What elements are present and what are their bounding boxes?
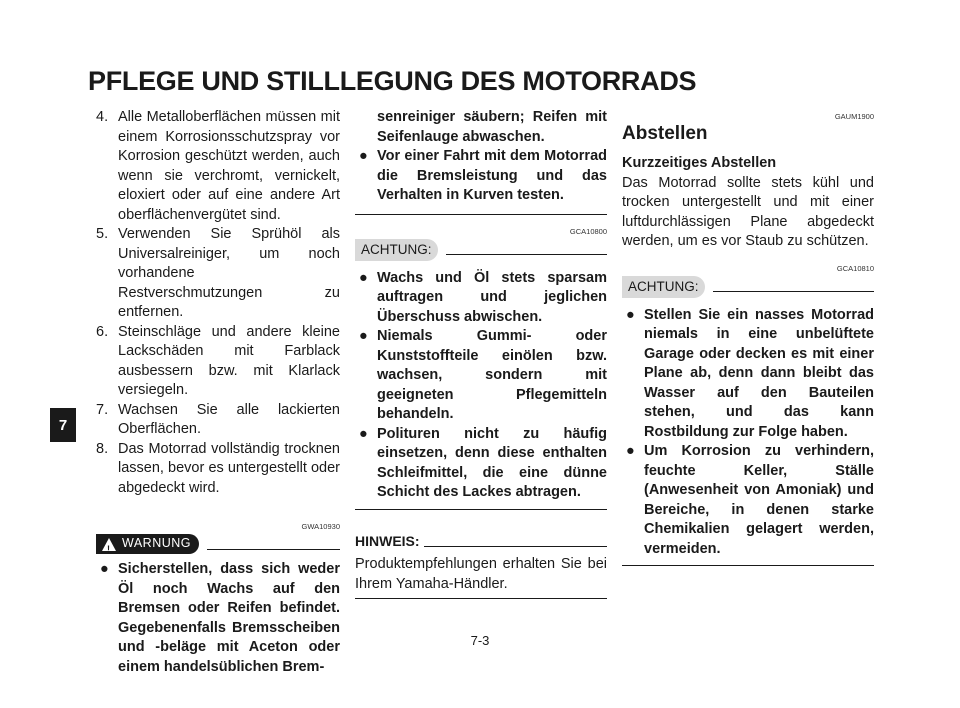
item-text: Steinschläge und andere kleine Lackschäden mit Farblack ausbessern bzw. mit Klarlack versiegeln. <box>118 323 340 398</box>
list-item <box>96 440 340 499</box>
item-text: Wachsen Sie alle lackierten Oberflächen. <box>118 401 340 437</box>
subsection-title: Kurzzeitiges Abstellen <box>622 155 777 171</box>
warning-code: GWA10930 <box>301 522 340 531</box>
bullet-text: Vor einer Fahrt mit dem Motorrad die Bremsleistung und das Verhalten in Kurven testen. <box>377 148 607 203</box>
caution-header <box>355 239 607 261</box>
divider <box>355 509 607 510</box>
caution-label: ACHTUNG: <box>622 276 705 298</box>
divider <box>446 254 608 255</box>
caution-code: GCA10810 <box>836 263 874 273</box>
bullet-text: Um Korrosion zu verhindern, feuchte Keller, Ställe (Anwesenheit von Amoniak) und Bereiche, in denen starke Chemikalien gelagert werden, vermeiden. <box>644 443 874 557</box>
bullet-icon: ● <box>359 148 368 164</box>
list-item <box>622 306 874 443</box>
divider <box>207 549 340 550</box>
page-title: PFLEGE UND STILLLEGUNG DES MOTORRADS <box>88 66 697 96</box>
item-text: Das Motorrad vollständig trocknen lassen, bevor es untergestellt oder abgedeckt wird. <box>118 440 340 496</box>
bullet-icon: ● <box>359 425 368 442</box>
warning-list <box>96 560 340 677</box>
list-item <box>96 560 340 677</box>
bullet-icon: ● <box>359 328 368 344</box>
bullet-text: Niemals Gummi- oder Kunststoffteile einölen bzw. wachsen, sondern mit geeigneten Pflegemitteln behandeln. <box>377 328 607 422</box>
list-item <box>96 323 340 401</box>
note-text: Produktempfehlungen erhalten Sie bei Ihrem Yamaha-Händler. <box>355 556 607 592</box>
body-text: Das Motorrad sollte stets kühl und trocken untergestellt und mit einer luftdurchlässigen Plane abgedeckt werden, um es vor Staub zu schützen. <box>622 174 874 249</box>
item-number: 5. <box>96 226 109 242</box>
section-code: GAUM1900 <box>834 112 874 121</box>
warning-badge <box>96 534 199 554</box>
divider <box>355 214 607 215</box>
list-item <box>622 442 874 559</box>
divider <box>424 546 607 547</box>
bullet-text: Wachs und Öl stets sparsam auftragen und jeglichen Überschuss abwischen. <box>377 269 607 325</box>
chapter-tab: 7 <box>50 408 76 442</box>
warning-triangle-icon: ! <box>102 538 116 551</box>
list-item <box>355 327 607 425</box>
bullet-icon: ● <box>626 306 635 323</box>
bullet-text: Sicherstellen, dass sich weder Öl noch Wachs auf den Bremsen oder Reifen befindet. Gegebenenfalls Bremsscheiben und -beläge mit Aceton oder einem handelsüblichen Brem- <box>118 561 340 675</box>
item-number: 7. <box>96 401 109 418</box>
bullet-text: senreiniger säubern; Reifen mit Seifenlauge abwaschen. <box>377 109 607 145</box>
column-2 <box>355 108 607 599</box>
divider <box>355 598 607 599</box>
list-item <box>355 108 607 147</box>
list-item <box>96 401 340 440</box>
note-label: HINWEIS: <box>355 532 420 549</box>
list-item <box>355 425 607 503</box>
list-item <box>355 269 607 328</box>
bullet-icon: ● <box>100 561 109 577</box>
divider <box>622 565 874 566</box>
bullet-text: Polituren nicht zu häufig einsetzen, denn diese enthalten Schleifmittel, die eine dünne Schicht des Lackes abtragen. <box>377 425 607 500</box>
bullet-icon: ● <box>626 443 635 459</box>
column-3 <box>622 108 874 566</box>
bullet-text: Stellen Sie ein nasses Motorrad niemals in eine unbelüftete Garage oder decken es mit einer Plane ab, denn dann bleibt das Wasser auf den Bauteilen stehen, und das kann Rostbildung zur Folge haben. <box>644 306 874 440</box>
list-item <box>96 108 340 225</box>
item-text: Verwenden Sie Sprühöl als Universalreiniger, um noch vorhandene Restverschmutzungen zu entfernen. <box>118 226 340 320</box>
item-number: 8. <box>96 440 109 457</box>
caution-list <box>622 306 874 560</box>
item-number: 4. <box>96 109 109 125</box>
caution-header <box>622 276 874 298</box>
caution-label: ACHTUNG: <box>355 239 438 261</box>
list-item <box>96 225 340 323</box>
warning-list-continued <box>355 108 607 206</box>
note-header <box>355 532 607 552</box>
divider <box>713 291 875 292</box>
caution-list <box>355 269 607 503</box>
column-1 <box>96 108 340 677</box>
item-number: 6. <box>96 323 109 340</box>
warning-label: WARNUNG <box>122 536 192 551</box>
item-text: Alle Metalloberflächen müssen mit einem Korrosionsschutzspray vor Korrosion geschützt werden, auch wenn sie verchromt, vernickelt, eloxiert oder auf eine andere Art oberflächenvergütet sind. <box>118 109 340 223</box>
warning-header <box>96 534 340 554</box>
bullet-icon: ● <box>359 269 368 286</box>
list-item <box>355 147 607 206</box>
caution-code: GCA10800 <box>569 226 607 236</box>
page-number: 7-3 <box>470 633 490 648</box>
section-title: Abstellen <box>622 123 708 144</box>
